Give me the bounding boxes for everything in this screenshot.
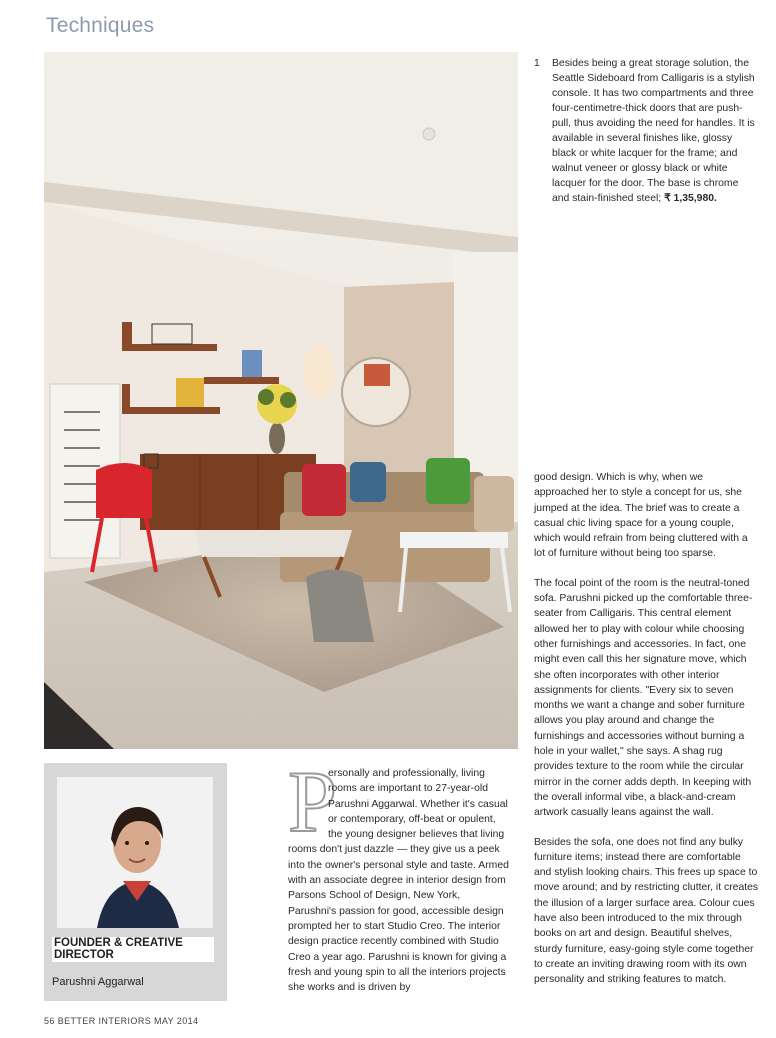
article-right-column [534,470,760,1002]
section-title: Techniques [46,14,155,37]
designer-name: Parushni Aggarwal [52,976,144,988]
paragraph: Besides the sofa, one does not find any bulky furniture items; instead there are comfortable and stylish looking chairs. This frees up space to move around; and by restricting clutter, it creates the illusion of a larger surface area. Colour cues have also been introduced to the mix through books on art and design. Beautiful shelves, sturdy furniture, easy-going style come together to create an inviting drawing room with its own personality and striking features to match. [534,836,759,986]
caption-text: Besides being a great storage solution, the Seattle Sideboard from Calligaris is a stylish console. It has two compartments and three four-centimetre-thick doors that are push-pull, thus avoiding the need for handles. It is available in several finishes like, glossy black or white lacquer for the frame; and walnut veneer or glossy black or white lacquer for the door. The base is chrome and stain-finished steel; [552,58,755,204]
caption-number: 1 [534,58,540,69]
designer-role: FOUNDER & CREATIVE DIRECTOR [52,937,214,962]
portrait-illustration [57,777,213,928]
article-middle-column [288,754,510,995]
paragraph: The focal point of the room is the neutral-toned sofa. Parushni picked up the comfortable three-seater from Calligaris. This central element allowed her to play with colour while choosing other furnishings and accessories. In fact, one might even call this her signature move, which she often incorporates with other interior assignments for clients. "Every six to seven months we want a change and sober furniture allows you play around and change the furnishings and accessories without burning a hole in your wallet," she says. A shag rug provides texture to the room while the circular mirror in the corner adds depth. In keeping with the overall informal vibe, a black-and-cream artwork casually leans against the wall. [534,577,753,819]
living-room-photo [44,52,518,749]
drop-cap: P [288,754,337,851]
caption-price: ₹ 1,35,980. [664,193,717,204]
page-footer: 56 BETTER INTERIORS MAY 2014 [44,1016,199,1026]
living-room-illustration [44,52,518,749]
paragraph: good design. Which is why, when we approached her to style a concept for us, she jumped at the idea. The brief was to create a casual chic living space for a young couple, which would refrain from being cluttered with a lot of furniture without being too sparse. [534,472,748,560]
designer-portrait [57,777,213,928]
intro-paragraph: ersonally and professionally, living rooms are important to 27-year-old Parushni Aggarwal. Whether it's casual or contemporary, off-beat or opulent, the young designer believes that living rooms don't just dazzle — they give us a peek into the owner's personal style and taste. Armed with an associate degree in interior design from Parsons School of Design, New York, Parushni's passion for good, accessible design prompted her to start Studio Creo. The interior design practice recently combined with Studio Creo a year ago. Parushni is known for giving a fresh and young spin to all the interiors projects she works and is driven by [288,768,509,994]
photo-caption [534,56,758,206]
